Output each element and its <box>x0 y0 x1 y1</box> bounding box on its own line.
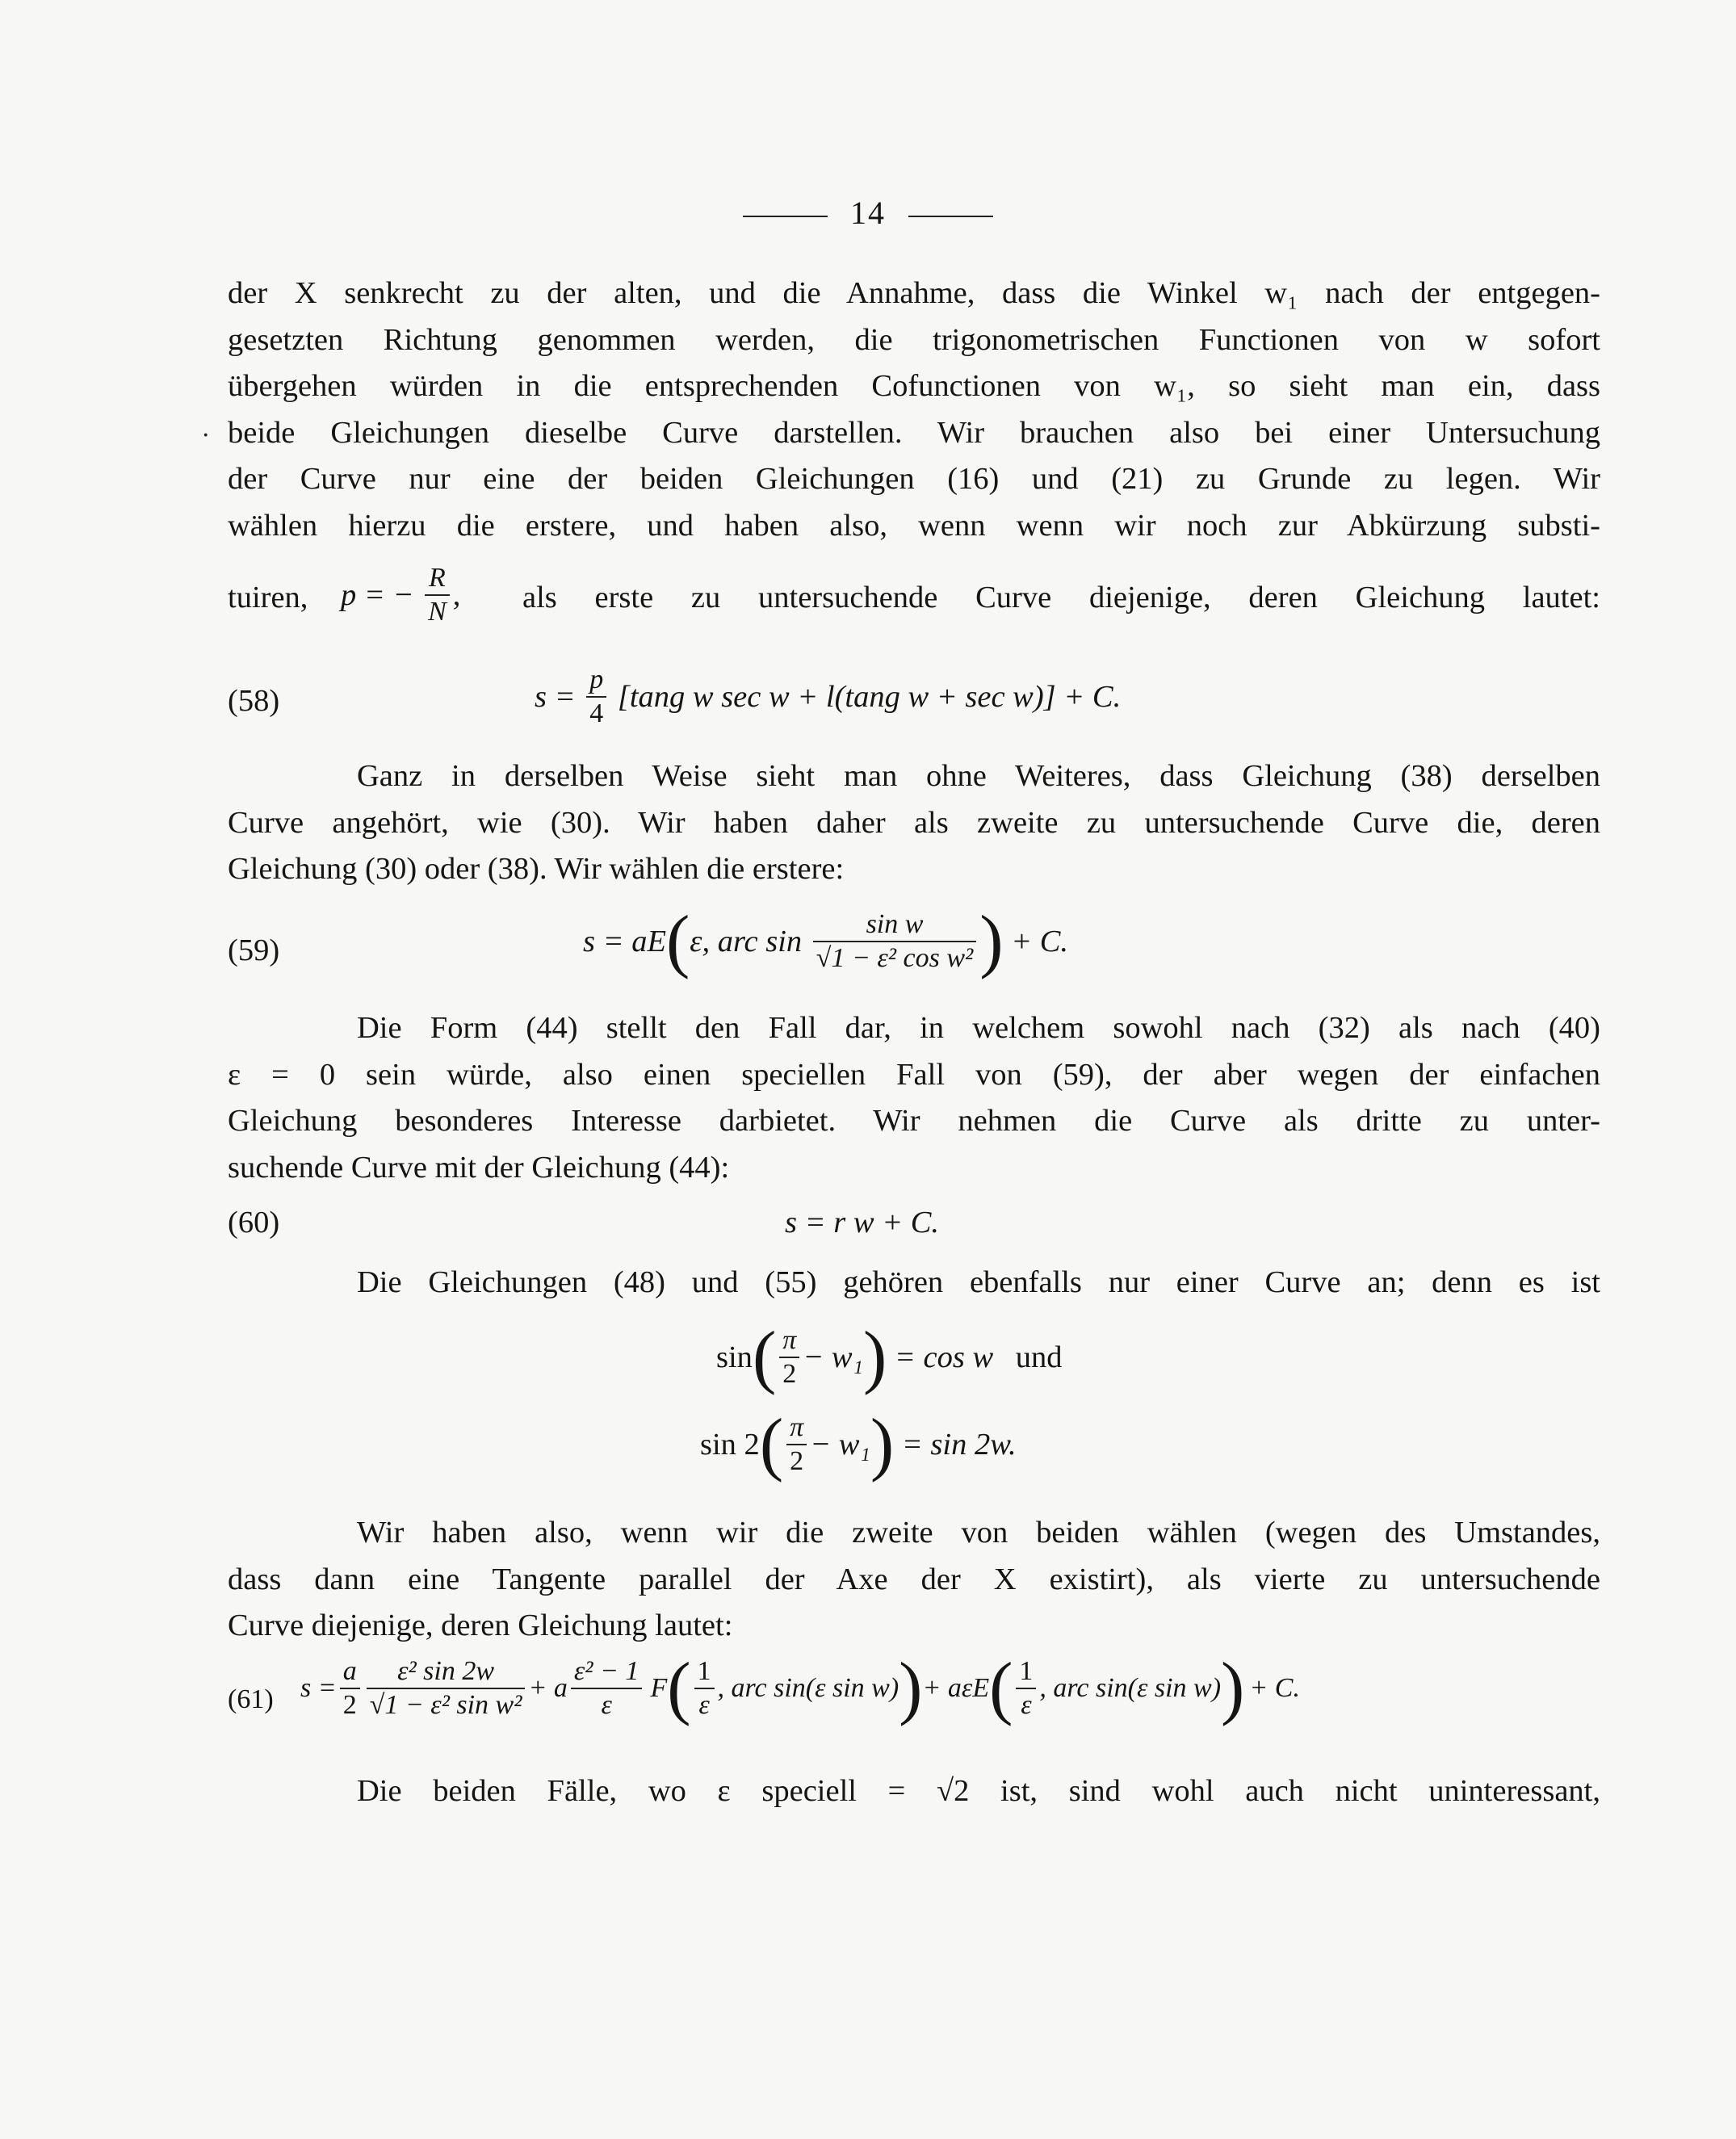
equation-body <box>583 902 1069 980</box>
eq58-fraction <box>586 664 606 730</box>
paragraph-5 <box>228 1510 1600 1650</box>
subst-lhs: p = − <box>341 578 414 612</box>
left-paren: ( <box>752 1318 777 1396</box>
subst-den: N <box>428 597 447 627</box>
eq61-f5 <box>1016 1655 1036 1722</box>
equation-58 <box>228 664 1600 736</box>
equation-body <box>300 1649 1300 1727</box>
id1-mid: − w₁ <box>803 1340 863 1374</box>
text-line: suchende Curve mit der Gleichung (44): <box>228 1150 730 1185</box>
paragraph-2 <box>228 753 1600 893</box>
text-line-prefix: tuiren, <box>228 581 308 614</box>
eq61-tail: + C. <box>1249 1673 1300 1703</box>
eq61-f2 <box>367 1655 526 1722</box>
identity-2 <box>228 1405 1600 1500</box>
eq58-num: p <box>586 664 606 698</box>
text-line: Die Gleichungen (48) und (55) gehören ebenfalls nur einer Curve an; denn es ist <box>357 1265 1600 1299</box>
eq61-f5-den: ε <box>1021 1690 1032 1720</box>
eq59-num: sin w <box>813 908 976 942</box>
text-line: der Curve nur eine der beiden Gleichungen (16) und (21) zu Grunde zu legen. Wir <box>228 462 1600 496</box>
eq61-f4-num: 1 <box>694 1655 715 1689</box>
identity-2-body <box>700 1405 1017 1483</box>
right-paren: ) <box>899 1649 923 1727</box>
eq59-arg: ε, arc sin <box>690 925 803 958</box>
paragraph-4 <box>228 1260 1600 1306</box>
id1-pre: sin <box>716 1340 753 1374</box>
text-line: Die Form (44) stellt den Fall dar, in welchem sowohl nach (32) als nach (40) <box>357 1011 1600 1045</box>
id1-post: = cos w <box>894 1340 994 1374</box>
equation-59 <box>228 902 1600 997</box>
substitution-formula <box>341 562 460 628</box>
paragraph-1 <box>228 271 1600 549</box>
eq61-f4-den: ε <box>698 1690 710 1720</box>
text-line: Wir haben also, wenn wir die zweite von beiden wählen (wegen des Umstandes, <box>357 1516 1600 1550</box>
id1-conj: und <box>1015 1340 1063 1374</box>
eq61-F: F <box>650 1673 668 1703</box>
right-paren: ) <box>979 902 1004 980</box>
eq59-tail: + C. <box>1011 925 1069 958</box>
id2-den: 2 <box>790 1446 804 1476</box>
id1-num: π <box>779 1324 799 1358</box>
id2-pre: sin 2 <box>700 1428 760 1462</box>
left-paren: ( <box>989 1649 1013 1727</box>
text-line: der X senkrecht zu der alten, und die Annahme, dass die Winkel w₁ nach der entgegen- <box>228 276 1600 310</box>
eq58-lhs: s = <box>535 680 576 714</box>
eq61-argF: , arc sin(ε sin w) <box>717 1673 899 1703</box>
text-line: Curve angehört, wie (30). Wir haben daher als zweite zu untersuchende Curve die, deren <box>228 805 1600 840</box>
eq61-f1-num: a <box>340 1655 360 1689</box>
paragraph-3 <box>228 1005 1600 1191</box>
eq61-f1 <box>340 1655 360 1722</box>
text-line-suffix: als erste zu untersuchende Curve diejenige, deren Gleichung lautet: <box>522 581 1600 614</box>
text-line: gesetzten Richtung genommen werden, die trigonometrischen Functionen von w sofort <box>228 322 1600 357</box>
left-paren: ( <box>665 902 690 980</box>
eq58-den: 4 <box>589 698 604 728</box>
text-line: dass dann eine Tangente parallel der Axe der X existirt), als vierte zu untersuchende <box>228 1562 1600 1596</box>
id2-num: π <box>786 1411 807 1445</box>
paragraph-6 <box>228 1768 1600 1815</box>
right-paren: ) <box>870 1405 895 1483</box>
text-line: übergehen würden in die entsprechenden Cofunctionen von w₁, so sieht man ein, dass <box>228 369 1600 403</box>
page-header <box>0 194 1736 232</box>
text-line: Gleichung (30) oder (38). Wir wählen die erstere: <box>228 852 845 886</box>
eq61-plus-aE: + aεE <box>922 1673 990 1703</box>
header-rule-right <box>908 216 993 217</box>
text-line: Ganz in derselben Weise sieht man ohne Weiteres, dass Gleichung (38) derselben <box>357 759 1600 793</box>
eq61-f3 <box>571 1655 643 1722</box>
id2-fraction <box>786 1411 807 1478</box>
subst-num: R <box>425 562 450 596</box>
eq61-f5-num: 1 <box>1016 1655 1036 1689</box>
identity-1 <box>228 1318 1600 1413</box>
equation-label: (58) <box>228 684 280 718</box>
id1-den: 2 <box>782 1359 797 1389</box>
right-paren: ) <box>862 1318 887 1396</box>
text-line: Die beiden Fälle, wo ε speciell = √2 ist, sind wohl auch nicht uninteressant, <box>357 1774 1600 1808</box>
eq61-f2-num: ε² sin 2w <box>367 1655 526 1689</box>
eq59-lhs: s = aE <box>583 925 666 958</box>
text-line: ε = 0 sein würde, also einen speciellen Fall von (59), der aber wegen der einfachen <box>228 1057 1600 1092</box>
substitution-line <box>228 557 1600 630</box>
eq61-f2-den: √1 − ε² sin w² <box>369 1690 522 1720</box>
id2-mid: − w₁ <box>810 1428 870 1462</box>
eq61-f1-den: 2 <box>342 1690 357 1720</box>
eq61-plus-a: + a <box>528 1673 568 1703</box>
header-rule-left <box>743 216 828 217</box>
subst-tail: , <box>452 578 461 612</box>
text-line: Curve diejenige, deren Gleichung lautet: <box>228 1608 733 1642</box>
text-line: wählen hierzu die erstere, und haben also, wenn wenn wir noch zur Abkürzung substi- <box>228 508 1600 543</box>
id1-fraction <box>779 1324 799 1390</box>
page-number: 14 <box>850 195 886 231</box>
id2-post: = sin 2w. <box>901 1428 1017 1462</box>
equation-body <box>535 664 1121 730</box>
subst-fraction <box>425 562 450 628</box>
equation-label: (59) <box>228 933 280 967</box>
left-paren: ( <box>667 1649 691 1727</box>
identity-1-body <box>716 1318 1063 1396</box>
margin-mark: · <box>202 422 210 450</box>
eq59-fraction <box>813 908 976 975</box>
equation-label: (60) <box>228 1206 280 1239</box>
right-paren: ) <box>1221 1649 1245 1727</box>
eq61-f3-num: ε² − 1 <box>571 1655 643 1689</box>
equation-label: (61) <box>228 1684 274 1714</box>
eq61-f4 <box>694 1655 715 1722</box>
eq61-f3-den: ε <box>601 1690 612 1720</box>
left-paren: ( <box>759 1405 784 1483</box>
eq60-body: s = r w + C. <box>785 1206 940 1239</box>
text-line: beide Gleichungen dieselbe Curve darstellen. Wir brauchen also bei einer Untersuchung <box>228 415 1600 450</box>
eq61-argE: , arc sin(ε sin w) <box>1039 1673 1222 1703</box>
text-line: Gleichung besonderes Interesse darbietet. Wir nehmen die Curve als dritte zu unter- <box>228 1104 1600 1138</box>
equation-61 <box>228 1649 1600 1752</box>
eq59-den: √1 − ε² cos w² <box>816 943 974 973</box>
eq61-lhs: s = <box>300 1673 337 1703</box>
equation-60 <box>228 1205 1600 1253</box>
eq58-rhs: [tang w sec w + l(tang w + sec w)] + C. <box>617 680 1122 714</box>
